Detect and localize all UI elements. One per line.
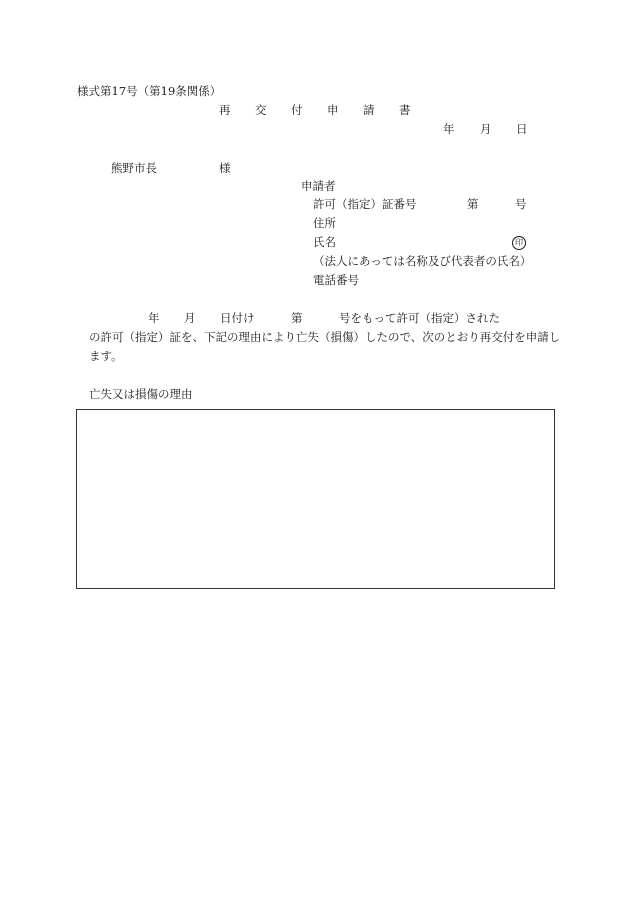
name-label: 氏名 <box>313 235 336 249</box>
form-title <box>219 105 411 117</box>
date-line <box>443 124 528 136</box>
addressee-name: 熊野市長 <box>111 161 157 175</box>
corporate-note: （法人にあっては名称及び代表者の氏名） <box>313 254 532 268</box>
phone-label: 電話番号 <box>313 273 359 287</box>
body-line2: の許可（指定）証を、下記の理由により亡失（損傷）したので、次のとおり再交付を申請し <box>89 330 561 344</box>
body-line3: ます。 <box>89 349 123 363</box>
title-char: 付 <box>291 103 303 117</box>
seal-icon: 印 <box>512 236 526 250</box>
body-line1-rest: 号をもって許可（指定）された <box>339 311 500 325</box>
form-number: 様式第17号（第19条関係） <box>77 84 222 98</box>
permit-number-suffix: 号 <box>515 197 527 211</box>
title-char: 書 <box>399 103 411 117</box>
title-char: 再 <box>219 103 231 117</box>
permit-number-prefix: 第 <box>467 197 479 211</box>
date-month-label: 月 <box>480 122 492 136</box>
title-char: 請 <box>363 103 375 117</box>
body-year-label: 年 <box>148 311 160 325</box>
reason-text <box>77 410 554 426</box>
reason-label: 亡失又は損傷の理由 <box>89 387 193 401</box>
applicant-heading: 申請者 <box>301 179 336 193</box>
address-label: 住所 <box>313 216 336 230</box>
date-year-label: 年 <box>443 122 455 136</box>
reason-box[interactable] <box>76 409 555 589</box>
permit-number-label: 許可（指定）証番号 <box>313 197 417 211</box>
seal-mark <box>512 236 526 250</box>
title-char: 申 <box>327 103 339 117</box>
body-month-label: 月 <box>184 311 196 325</box>
body-number-prefix: 第 <box>291 311 303 325</box>
date-day-label: 日 <box>516 122 528 136</box>
title-char: 交 <box>255 103 267 117</box>
addressee-honorific: 様 <box>219 161 231 175</box>
body-date-suffix: 日付け <box>220 311 255 325</box>
